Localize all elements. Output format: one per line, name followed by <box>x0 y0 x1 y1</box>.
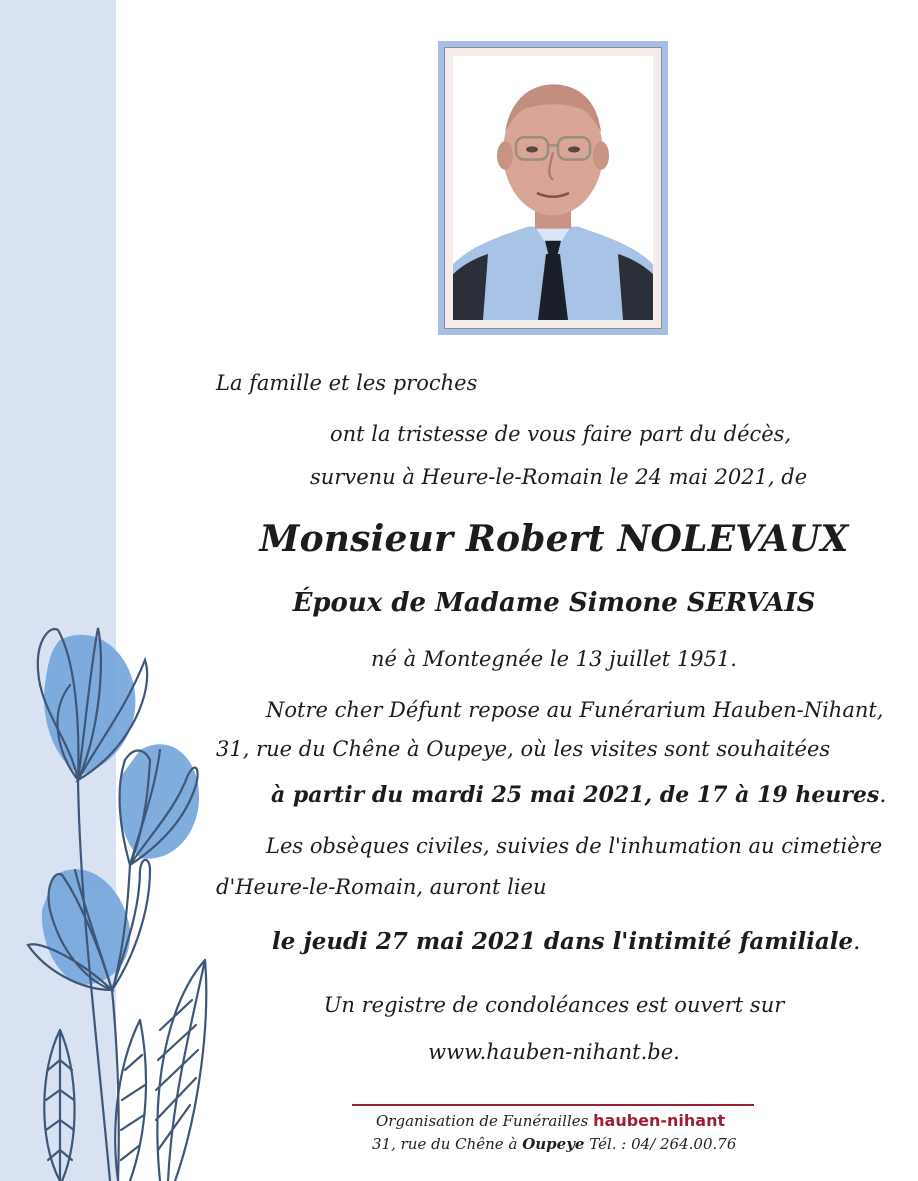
website-link[interactable]: www.hauben-nihant.be. <box>428 1040 680 1064</box>
ceremony-date: le jeudi 27 mai 2021 dans l'intimité familiale. <box>272 928 861 955</box>
condolence-register-text: Un registre de condoléances est ouvert sur <box>323 993 785 1017</box>
footer-address <box>372 1135 736 1153</box>
portrait-photo <box>444 47 662 329</box>
visit-hours: à partir du mardi 25 mai 2021, de 17 à 19 heures. <box>271 782 887 808</box>
birth-line: né à Montegnée le 13 juillet 1951. <box>371 647 737 671</box>
footer-phone: Tél. : 04/ 264.00.76 <box>589 1135 737 1153</box>
footer-organisation-label: Organisation de Funérailles <box>376 1112 589 1130</box>
footer-town: Oupeye <box>522 1135 585 1153</box>
footer-organisation <box>376 1111 725 1130</box>
funeral-line-1: Les obsèques civiles, suivies de l'inhumation au cimetière <box>266 834 883 858</box>
repose-line-2: 31, rue du Chêne à Oupeye, où les visites sont souhaitées <box>216 737 831 761</box>
tulip-decoration-icon <box>0 600 230 1181</box>
intro-tristesse-text: ont la tristesse de vous faire part du décès, <box>330 422 792 446</box>
spouse-line: Époux de Madame Simone SERVAIS <box>292 588 816 618</box>
funeral-line-2: d'Heure-le-Romain, auront lieu <box>216 875 547 899</box>
repose-line-1: Notre cher Défunt repose au Funérarium Hauben-Nihant, <box>266 698 884 722</box>
portrait-frame <box>438 41 668 335</box>
intro-survenu-text: survenu à Heure-le-Romain le 24 mai 2021, de <box>310 465 808 489</box>
brand-logo: hauben-nihant <box>593 1111 726 1130</box>
intro-family-text: La famille et les proches <box>216 371 478 395</box>
footer-divider <box>352 1104 754 1106</box>
deceased-name: Monsieur Robert NOLEVAUX <box>259 518 849 560</box>
footer-address-prefix: 31, rue du Chêne à <box>372 1135 518 1153</box>
